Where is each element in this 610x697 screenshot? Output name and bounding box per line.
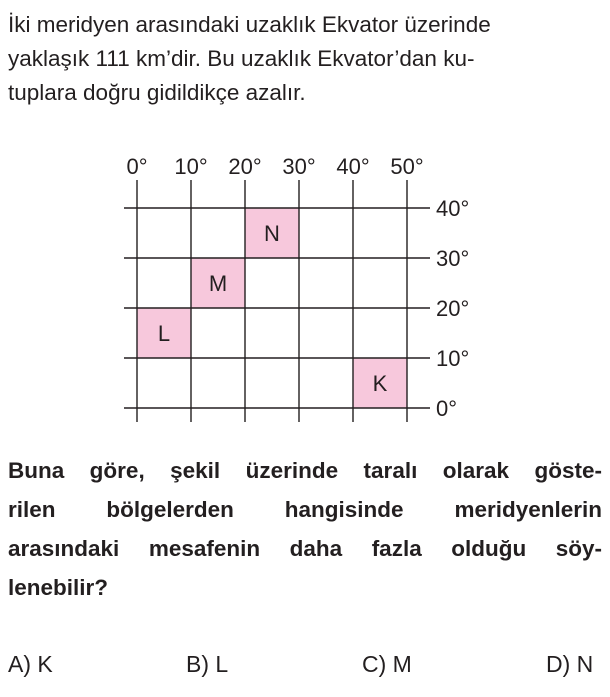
intro-paragraph	[8, 8, 602, 110]
question-line: lenebilir?	[8, 575, 109, 600]
option-c[interactable]	[362, 646, 412, 682]
option-a[interactable]	[8, 646, 53, 682]
option-letter: D)	[546, 651, 571, 677]
option-text: N	[576, 651, 594, 677]
latitude-label: 40°	[436, 196, 470, 221]
longitude-label: 0°	[126, 154, 148, 179]
grid-svg	[110, 150, 490, 430]
option-b[interactable]	[186, 646, 228, 682]
intro-line: yaklaşık 111 km’dir. Bu uzaklık Ekvator’dan ku-	[8, 46, 475, 71]
answer-options	[8, 646, 602, 682]
longitude-label: 40°	[336, 154, 370, 179]
question-line: rilen bölgelerden hangisinde meridyenlerin	[8, 497, 602, 522]
intro-line: tuplara doğru gidildikçe azalır.	[8, 80, 306, 105]
option-text: L	[215, 651, 229, 677]
region-label-n: N	[264, 221, 280, 246]
option-text: M	[392, 651, 412, 677]
option-text: K	[37, 651, 53, 677]
region-label-m: M	[208, 271, 228, 296]
option-letter: A)	[8, 651, 31, 677]
question-line: arasındaki mesafenin daha fazla olduğu söy-	[8, 536, 602, 561]
question-text	[8, 451, 602, 607]
question-line: Buna göre, şekil üzerinde taralı olarak göste-	[8, 458, 602, 483]
region-label-k: K	[372, 371, 388, 396]
longitude-label: 50°	[390, 154, 424, 179]
latitude-label: 30°	[436, 246, 470, 271]
region-label-l: L	[157, 321, 171, 346]
latitude-label: 0°	[436, 396, 458, 421]
longitude-label: 20°	[228, 154, 262, 179]
latitude-label: 20°	[436, 296, 470, 321]
option-letter: B)	[186, 651, 209, 677]
coordinate-grid-figure	[110, 150, 490, 430]
longitude-label: 10°	[174, 154, 208, 179]
option-letter: C)	[362, 651, 387, 677]
latitude-label: 10°	[436, 346, 470, 371]
longitude-label: 30°	[282, 154, 316, 179]
intro-line: İki meridyen arasındaki uzaklık Ekvator üzerinde	[8, 12, 491, 37]
option-d[interactable]	[546, 646, 593, 682]
